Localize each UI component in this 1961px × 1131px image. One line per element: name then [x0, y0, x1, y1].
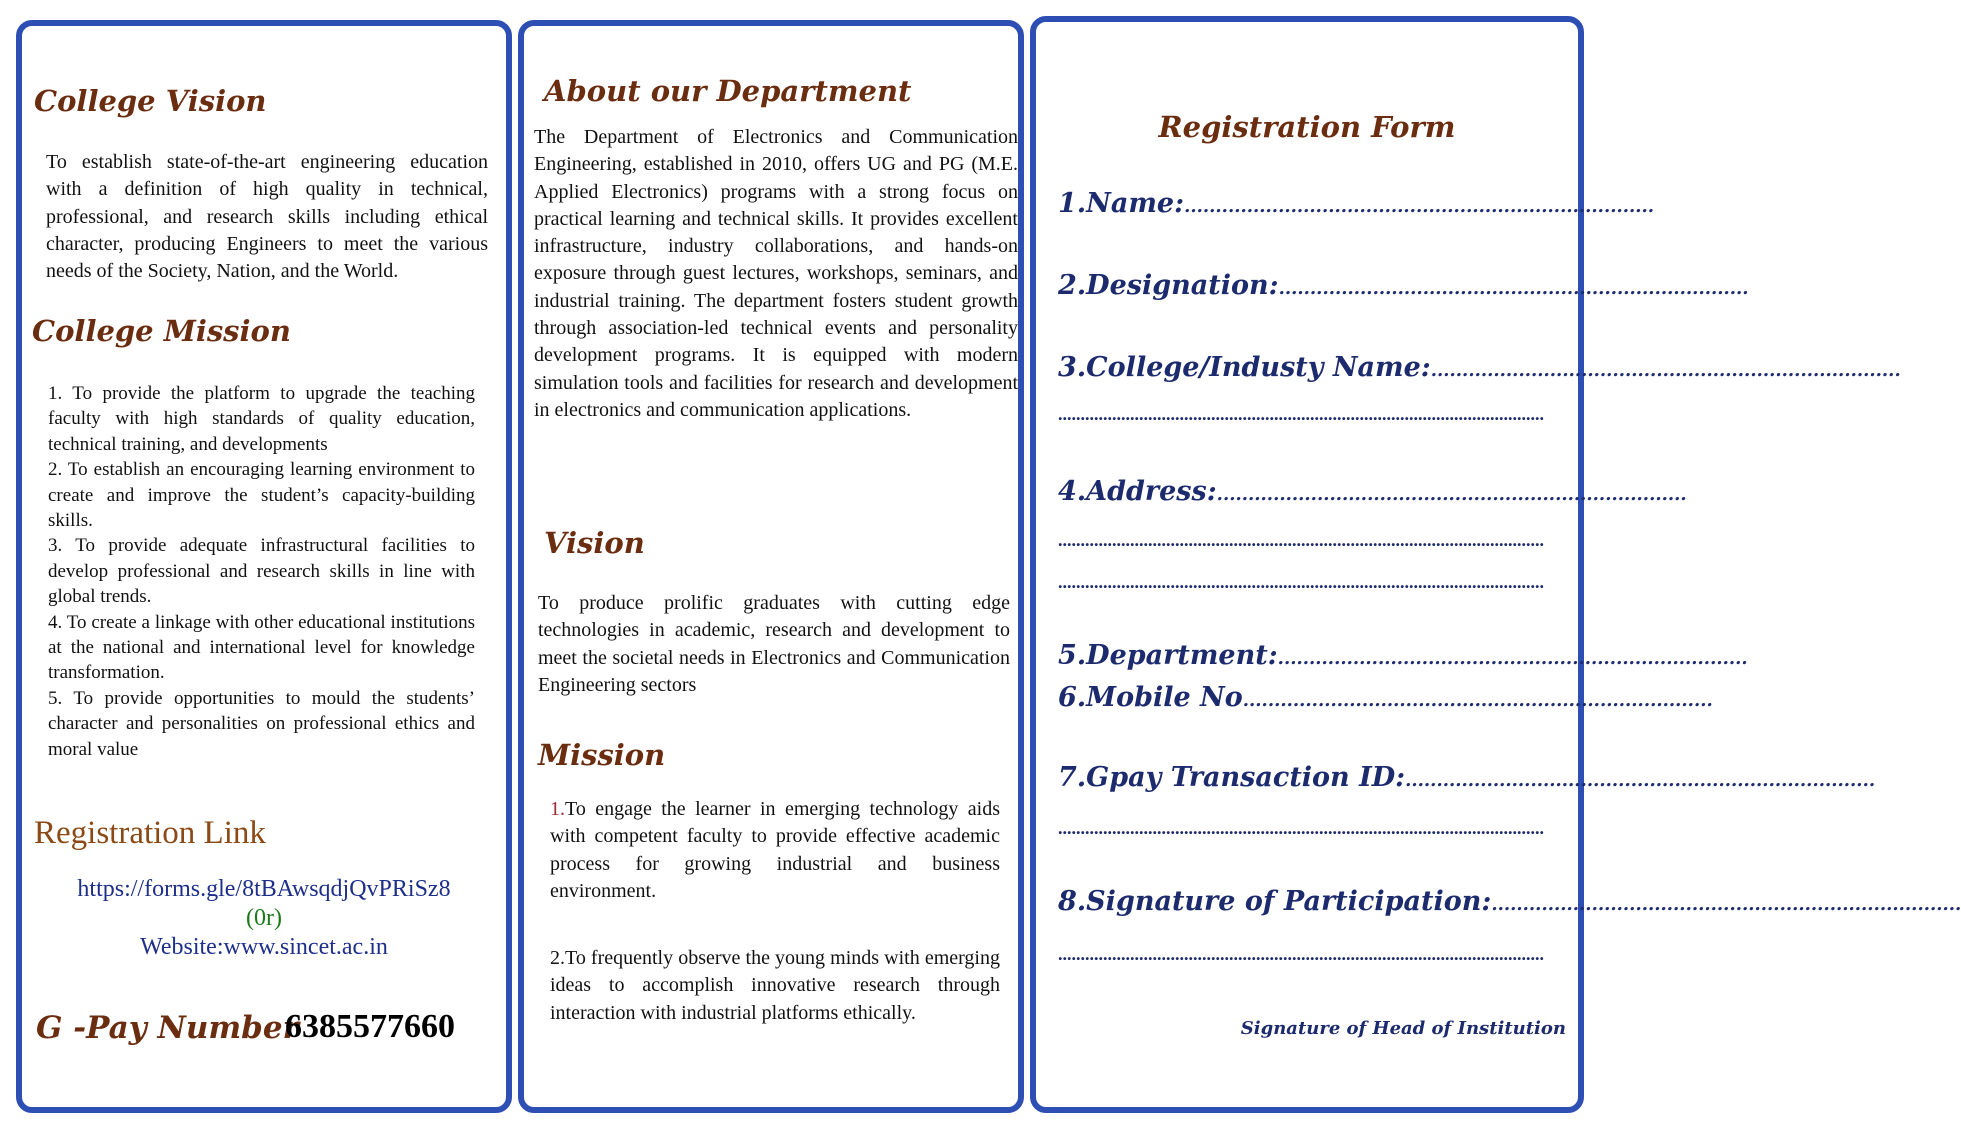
- dept-mission-item-1: [550, 796, 1000, 905]
- gpay-label: G -Pay Number: [36, 1010, 299, 1046]
- list-item: 3. To provide adequate infrastructural facilities to develop professional and research skills in line with global trends.: [48, 535, 475, 608]
- field-name[interactable]: 1.Name:...........................................................................: [1058, 188, 1655, 219]
- website-link[interactable]: Website:www.sincet.ac.in: [140, 934, 388, 960]
- registration-form-title: Registration Form: [1158, 110, 1456, 144]
- gpay-number: 6385577660: [285, 1008, 455, 1045]
- mission-item-number: 1.: [550, 798, 565, 820]
- field-college-industry-name[interactable]: 3.College/Industy Name:...........................................................................: [1058, 352, 1901, 383]
- field-address[interactable]: 4.Address:...........................................................................: [1058, 476, 1687, 507]
- college-mission-heading: College Mission: [32, 314, 291, 348]
- field-designation[interactable]: 2.Designation:...........................................................................: [1058, 270, 1749, 301]
- registration-link-heading: Registration Link: [34, 815, 266, 851]
- dotted-line[interactable]: ............................................................................................................: [1058, 572, 1544, 592]
- dotted-line[interactable]: ............................................................................................................: [1058, 944, 1544, 964]
- head-of-institution-signature-label: Signature of Head of Institution: [1240, 1018, 1566, 1039]
- dotted-line[interactable]: ............................................................................................................: [1058, 404, 1544, 424]
- dotted-line[interactable]: ............................................................................................................: [1058, 530, 1544, 550]
- dept-mission-heading: Mission: [538, 738, 666, 772]
- field-gpay-transaction-id[interactable]: 7.Gpay Transaction ID:...........................................................................: [1058, 762, 1876, 793]
- or-text: (0r): [246, 905, 282, 931]
- dept-mission-item-2: 2.To frequently observe the young minds with emerging ideas to accomplish innovative research through interaction with industrial platforms ethically.: [550, 947, 1000, 1024]
- about-department-heading: About our Department: [544, 74, 912, 108]
- field-mobile-no[interactable]: 6.Mobile No...........................................................................: [1058, 682, 1713, 713]
- field-department[interactable]: 5.Department:...........................................................................: [1058, 640, 1748, 671]
- mission-item-text: To engage the learner in emerging technology aids with competent faculty to provide effective academic process for growing industrial and business environment.: [550, 798, 1000, 902]
- list-item: 1. To provide the platform to upgrade the teaching faculty with high standards of quality education, technical training, and developments: [48, 383, 475, 455]
- dept-vision-heading: Vision: [544, 526, 645, 560]
- about-department-text: The Department of Electronics and Communication Engineering, established in 2010, offers UG and PG (M.E. Applied Electronics) programs with a strong focus on practical learning and technical skills. It provides excellent infrastructure, industry collaborations, and hands-on exposure through guest lectures, workshops, seminars, and industrial training. The department fosters student growth through association-led technical events and personality development programs. It is equipped with modern simulation tools and facilities for research and development in electronics and communication applications.: [534, 126, 1018, 421]
- college-mission-list: [48, 381, 475, 762]
- college-vision-text: To establish state-of-the-art engineering education with a definition of high quality in technical, professional, and research skills including ethical character, producing Engineers to meet the various needs of the Society, Nation, and the World.: [46, 151, 488, 283]
- dept-vision-text: To produce prolific graduates with cutting edge technologies in academic, research and development to meet the societal needs in Electronics and Communication Engineering sectors: [538, 592, 1010, 696]
- field-signature-of-participation[interactable]: 8.Signature of Participation:...........................................................................: [1058, 886, 1961, 917]
- list-item: 5. To provide opportunities to mould the students’ character and personalities on professional ethics and moral value: [48, 687, 475, 760]
- registration-form-link[interactable]: https://forms.gle/8tBAwsqdjQvPRiSz8: [77, 876, 451, 902]
- dotted-line[interactable]: ............................................................................................................: [1058, 818, 1544, 838]
- college-vision-heading: College Vision: [34, 84, 267, 118]
- list-item: 2. To establish an encouraging learning environment to create and improve the student’s capacity-building skills.: [48, 459, 475, 532]
- list-item: 4. To create a linkage with other educational institutions at the national and international level for knowledge transformation.: [48, 611, 475, 684]
